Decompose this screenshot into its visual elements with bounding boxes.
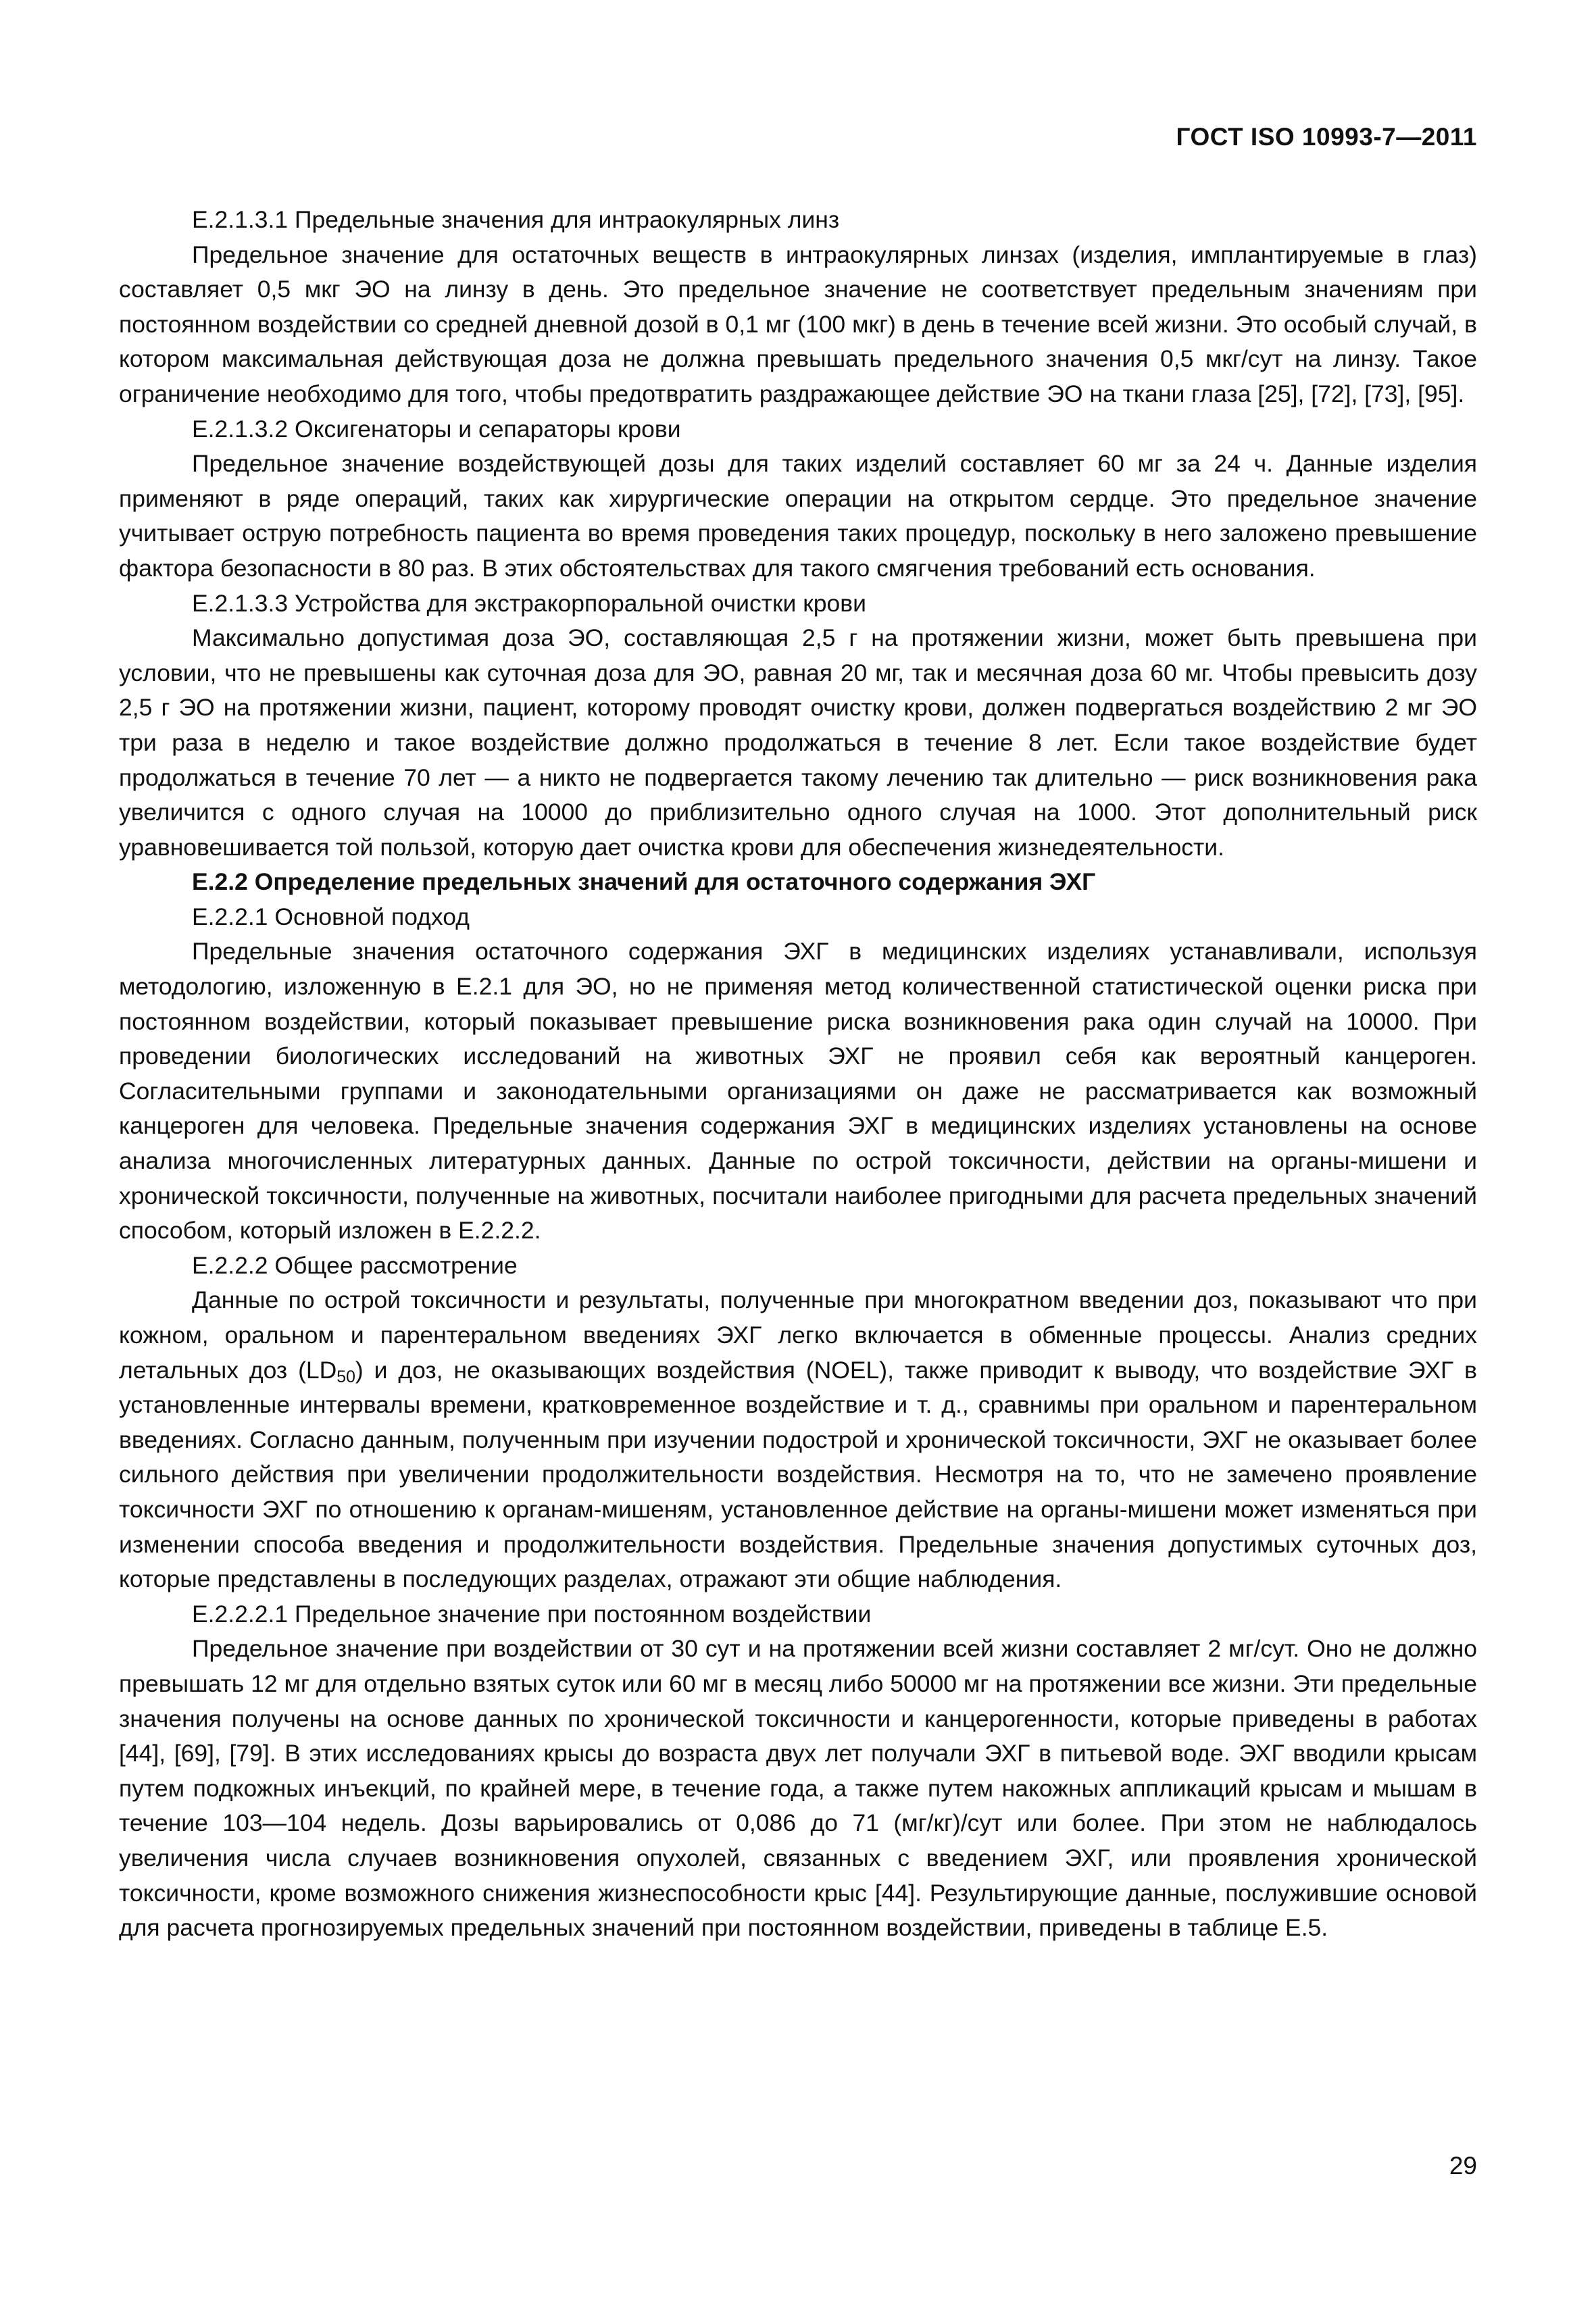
page-number: 29 [1449, 2152, 1477, 2180]
body-text [119, 203, 1477, 1946]
section-subheading: Е.2.1.3.3 Устройства для экстракорпоральной очистки крови [192, 589, 866, 617]
body-paragraph [119, 1283, 1477, 1596]
paragraph-text: Данные по острой токсичности и результаты, полученные при многократном введении доз, показывают что при кожном, оральном и парентеральном введениях ЭХГ легко включается в обменные процессы. Анализ средних летальных доз (LD [119, 1286, 1477, 1384]
section-subheading: Е.2.2.1 Основной подход [192, 903, 470, 930]
body-paragraph: Предельное значение при воздействии от 30 сут и на протяжении всей жизни составляет 2 мг/сут. Оно не должно превышать 12 мг для отдельно взятых суток или 60 мг в месяц либо 50000 мг на протяжении все жизни. Эти предельные значения получены на основе данных по хронической токсичности и канцерогенности, которые приведены в работах [44], [69], [79]. В этих исследованиях крысы до возраста двух лет получали ЭХГ в питьевой воде. ЭХГ вводили крысам путем подкожных инъекций, по крайней мере, в течение года, а также путем накожных аппликаций крысам и мышам в течение 103—104 недель. Дозы варьировались от 0,086 до 71 (мг/кг)/сут или более. При этом не наблюдалось увеличения числа случаев возникновения опухолей, связанных с введением ЭХГ, или проявления хронической токсичности, кроме возможного снижения жизнеспособности крыс [44]. Результирующие данные, послужившие основой для расчета прогнозируемых предельных значений при постоянном воздействии, приведены в таблице Е.5. [119, 1635, 1477, 1942]
section-subheading: Е.2.2.2.1 Предельное значение при постоянном воздействии [192, 1600, 872, 1628]
body-paragraph: Предельное значение для остаточных веществ в интраокулярных линзах (изделия, имплантируемые в глаз) составляет 0,5 мкг ЭО на линзу в день. Это предельное значение не соответствует предельным значениям при постоянном воздействии со средней дневной дозой в 0,1 мг (100 мкг) в день в течение всей жизни. Это особый случай, в котором максимальная действующая доза не должна превышать предельного значения 0,5 мкг/сут на линзу. Такое ограничение необходимо для того, чтобы предотвратить раздражающее действие ЭО на ткани глаза [25], [72], [73], [95]. [119, 241, 1477, 407]
body-paragraph: Предельное значение воздействующей дозы для таких изделий составляет 60 мг за 24 ч. Данные изделия применяют в ряде операций, таких как хирургические операции на открытом сердце. Это предельное значение учитывает острую потребность пациента во время проведения таких процедур, поскольку в него заложено превышение фактора безопасности в 80 раз. В этих обстоятельствах для такого смягчения требований есть основания. [119, 450, 1477, 582]
subscript-50: 50 [336, 1367, 355, 1386]
section-subheading: Е.2.1.3.1 Предельные значения для интраокулярных линз [192, 206, 840, 233]
paragraph-text: ) и доз, не оказывающих воздействия (NOEL), также приводит к выводу, что воздействие ЭХГ в установленные интервалы времени, кратковременное воздействие и т. д., сравнимы при оральном и парентеральном введениях. Согласно данным, полученным при изучении подострой и хронической токсичности, ЭХГ не оказывает более сильного действия при увеличении продолжительности воздействия. Несмотря на то, что не замечено проявление токсичности ЭХГ по отношению к органам-мишеням, установленное действие на органы-мишени может изменяться при изменении способа введения и продолжительности воздействия. Предельные значения допустимых суточных доз, которые представлены в последующих разделах, отражают эти общие наблюдения. [119, 1356, 1477, 1593]
body-paragraph: Максимально допустимая доза ЭО, составляющая 2,5 г на протяжении жизни, может быть превышена при условии, что не превышены как суточная доза для ЭО, равная 20 мг, так и месячная доза 60 мг. Чтобы превысить дозу 2,5 г ЭО на протяжении жизни, пациент, которому проводят очистку крови, должен подвергаться воздействию 2 мг ЭО три раза в неделю и такое воздействие должно продолжаться в течение 8 лет. Если такое воздействие будет продолжаться в течение 70 лет — а никто не подвергается такому лечению так длительно — риск возникновения рака увеличится с одного случая на 10000 до приблизительно одного случая на 1000. Этот дополнительный риск уравновешивается той пользой, которую дает очистка крови для обеспечения жизнедеятельности. [119, 624, 1477, 861]
section-subheading: Е.2.2.2 Общее рассмотрение [192, 1251, 518, 1279]
body-paragraph: Предельные значения остаточного содержания ЭХГ в медицинских изделиях устанавливали, используя методологию, изложенную в Е.2.1 для ЭО, но не применяя метод количественной статистической оценки риска при постоянном воздействии, который показывает превышение риска возникновения рака один случай на 10000. При проведении биологических исследований на животных ЭХГ не проявил себя как вероятный канцероген. Согласительными группами и законодательными организациями он даже не рассматривается как возможный канцероген для человека. Предельные значения содержания ЭХГ в медицинских изделиях установлены на основе анализа многочисленных литературных данных. Данные по острой токсичности, действии на органы-мишени и хронической токсичности, полученные на животных, посчитали наиболее пригодными для расчета предельных значений способом, который изложен в Е.2.2.2. [119, 938, 1477, 1244]
section-subheading: Е.2.1.3.2 Оксигенаторы и сепараторы крови [192, 415, 681, 443]
section-heading: Е.2.2 Определение предельных значений для остаточного содержания ЭХГ [192, 868, 1096, 896]
standard-designation: ГОСТ ISO 10993-7—2011 [1176, 123, 1477, 151]
